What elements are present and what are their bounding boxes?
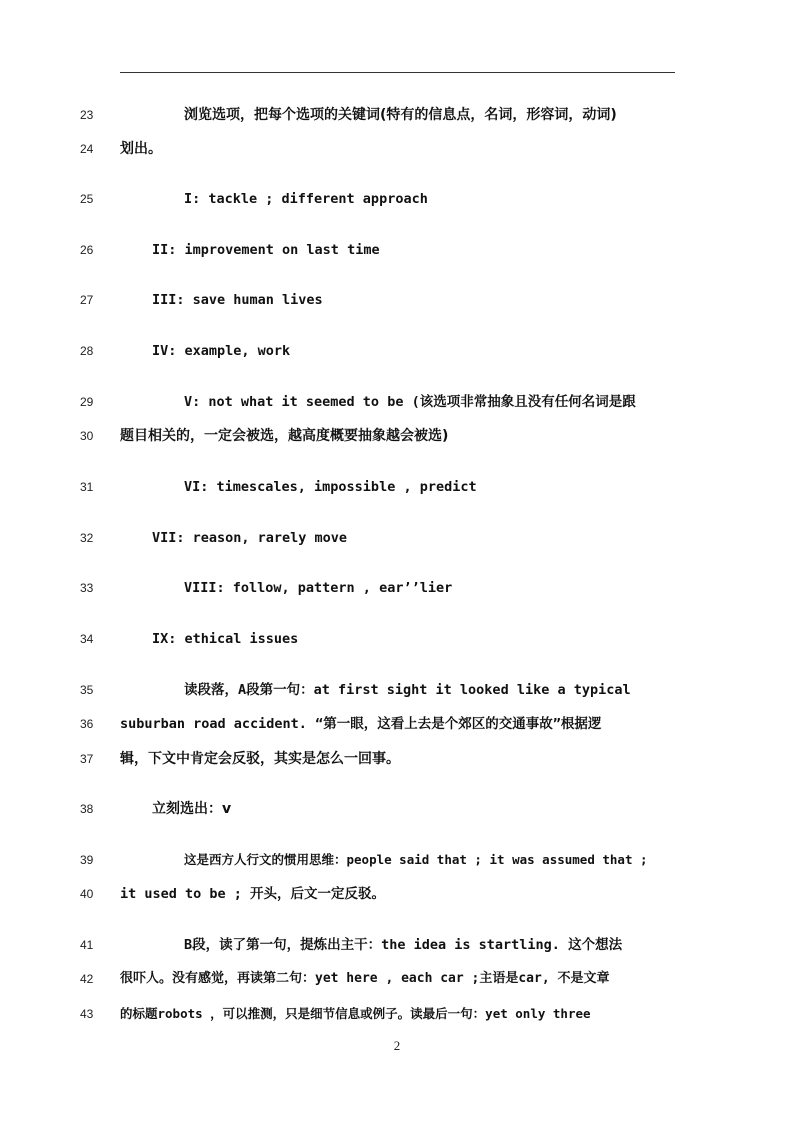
line-number: 32	[80, 531, 94, 545]
line-number: 42	[80, 972, 94, 986]
text-line	[0, 796, 794, 822]
line-text: 辑，下文中肯定会反驳，其实是怎么一回事。	[120, 751, 400, 767]
line-number: 31	[80, 480, 94, 494]
line-number: 28	[80, 344, 94, 358]
line-number: 33	[80, 581, 94, 595]
line-text: IX: ethical issues	[152, 631, 299, 647]
line-text: VIII: follow, pattern , ear’’lier	[184, 580, 453, 596]
line-number: 29	[80, 395, 94, 409]
line-number: 35	[80, 683, 94, 697]
line-number: 39	[80, 853, 94, 867]
line-text: III: save human lives	[152, 292, 323, 308]
line-text: 很吓人。没有感觉，再读第二句：yet here , each car ;主语是car, 不是文章	[120, 971, 610, 986]
line-text: VII: reason, rarely move	[152, 530, 348, 546]
line-number: 41	[80, 938, 94, 952]
line-text: IV: example, work	[152, 343, 291, 359]
line-text: 浏览选项，把每个选项的关键词(特有的信息点，名词，形容词，动词)	[184, 107, 617, 123]
line-text: B段，读了第一句，提炼出主干：the idea is startling. 这个想法	[184, 937, 623, 953]
text-line	[0, 677, 794, 703]
line-text: I: tackle ; different approach	[184, 191, 428, 207]
line-number: 23	[80, 108, 94, 122]
text-line	[0, 525, 794, 551]
line-number: 36	[80, 717, 94, 731]
text-line	[0, 338, 794, 364]
line-number: 38	[80, 802, 94, 816]
text-line	[0, 237, 794, 263]
text-line	[0, 102, 794, 128]
line-text: V: not what it seemed to be (该选项非常抽象且没有任何名词是跟	[184, 394, 636, 410]
text-line	[0, 1001, 794, 1027]
line-text: VI: timescales, impossible , predict	[184, 479, 477, 495]
line-text: 划出。	[120, 141, 162, 157]
text-line	[0, 966, 794, 992]
text-line	[0, 746, 794, 772]
line-text: 的标题robots ，可以推测，只是细节信息或例子。读最后一句：yet only three	[120, 1006, 591, 1021]
text-line	[0, 932, 794, 958]
line-number: 43	[80, 1007, 94, 1021]
line-number: 34	[80, 632, 94, 646]
line-text: it used to be ; 开头，后文一定反驳。	[120, 886, 386, 902]
line-number: 40	[80, 887, 94, 901]
line-number: 30	[80, 429, 94, 443]
line-number: 26	[80, 243, 94, 257]
text-line	[0, 474, 794, 500]
text-line	[0, 389, 794, 415]
text-line	[0, 711, 794, 737]
line-text: 立刻选出：v	[152, 801, 232, 817]
text-line	[0, 847, 794, 873]
page-number: 2	[393, 1038, 401, 1053]
line-number: 27	[80, 293, 94, 307]
line-text: II: improvement on last time	[152, 242, 380, 258]
line-text: 读段落，A段第一句：at first sight it looked like a typical	[184, 682, 631, 698]
text-line	[0, 423, 794, 449]
line-number: 24	[80, 142, 94, 156]
line-text: suburban road accident. “第一眼，这看上去是个郊区的交通事故”根据逻	[120, 716, 602, 732]
line-number: 25	[80, 192, 94, 206]
text-line	[0, 186, 794, 212]
text-line	[0, 287, 794, 313]
header-rule	[120, 72, 675, 73]
text-line	[0, 881, 794, 907]
line-text: 这是西方人行文的惯用思维：people said that ; it was assumed that ;	[184, 852, 648, 867]
text-line	[0, 136, 794, 162]
text-line	[0, 626, 794, 652]
line-text: 题目相关的，一定会被选，越高度概要抽象越会被选)	[120, 428, 449, 444]
text-line	[0, 575, 794, 601]
line-number: 37	[80, 752, 94, 766]
